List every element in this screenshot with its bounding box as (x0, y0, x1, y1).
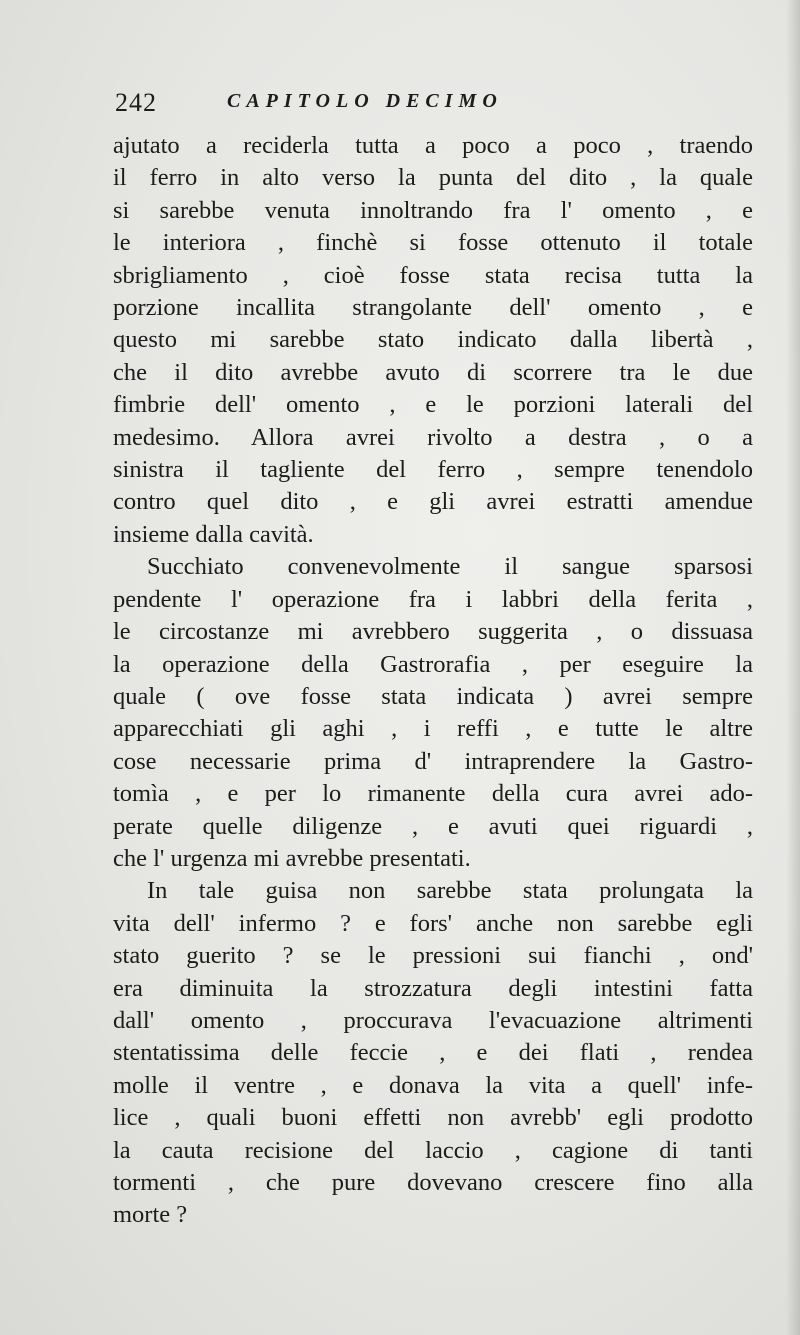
page-header (115, 88, 675, 120)
text-line: morte ? (113, 1201, 188, 1229)
page-edge-shadow (786, 0, 800, 1335)
text-line: pendente l' operazione fra i labbri della ferita , (113, 585, 753, 613)
text-line: molle il ventre , e donava la vita a quell' infe- (113, 1071, 753, 1099)
text-line: stentatissima delle feccie , e dei flati , rendea (113, 1039, 753, 1067)
text-line: medesimo. Allora avrei rivolto a destra , o a (113, 423, 753, 451)
text-line: sbrigliamento , cioè fosse stata recisa tutta la (113, 261, 753, 289)
text-line: stato guerito ? se le pressioni sui fianchi , ond' (113, 942, 753, 970)
text-line: il ferro in alto verso la punta del dito , la quale (113, 164, 753, 192)
text-line: le circostanze mi avrebbero suggerita , o dissuasa (113, 618, 753, 646)
text-line: la operazione della Gastrorafia , per eseguire la (113, 650, 753, 678)
text-line: insieme dalla cavità. (113, 520, 314, 548)
text-line: apparecchiati gli aghi , i reffi , e tutte le altre (113, 715, 753, 743)
text-line: perate quelle diligenze , e avuti quei riguardi , (113, 812, 753, 840)
text-line: che il dito avrebbe avuto di scorrere tra le due (113, 358, 753, 386)
text-line: la cauta recisione del laccio , cagione di tanti (113, 1136, 753, 1164)
paragraph (113, 551, 753, 875)
running-head: CAPITOLO DECIMO (227, 90, 503, 112)
text-line: si sarebbe venuta innoltrando fra l' omento , e (113, 196, 753, 224)
text-line: cose necessarie prima d' intraprendere la Gastro- (113, 747, 753, 775)
text-line: tormenti , che pure dovevano crescere fino alla (113, 1169, 753, 1196)
text-line: questo mi sarebbe stato indicato dalla libertà , (113, 326, 753, 354)
text-line: vita dell' infermo ? e fors' anche non sarebbe egli (113, 909, 753, 937)
text-line: Succhiato convenevolmente il sangue sparsosi (147, 553, 753, 581)
text-line: tomìa , e per lo rimanente della cura avrei ado- (113, 780, 753, 808)
text-line: dall' omento , proccurava l'evacuazione altrimenti (113, 1006, 753, 1034)
text-line: porzione incallita strangolante dell' omento , e (113, 294, 753, 322)
text-line: sinistra il tagliente del ferro , sempre tenendolo (113, 456, 753, 484)
paragraph (113, 130, 753, 551)
text-line: lice , quali buoni effetti non avrebb' egli prodotto (113, 1104, 753, 1132)
text-line: contro quel dito , e gli avrei estratti amendue (113, 488, 753, 516)
body-text (113, 130, 753, 1232)
text-line: In tale guisa non sarebbe stata prolungata la (147, 877, 753, 905)
text-line: era diminuita la strozzatura degli intestini fatta (113, 974, 753, 1002)
text-line: ajutato a reciderla tutta a poco a poco , traendo (113, 132, 753, 159)
text-line: quale ( ove fosse stata indicata ) avrei sempre (113, 682, 753, 710)
text-line: che l' urgenza mi avrebbe presentati. (113, 844, 471, 872)
text-line: le interiora , finchè si fosse ottenuto il totale (113, 229, 753, 257)
text-line: fimbrie dell' omento , e le porzioni laterali del (113, 391, 753, 419)
paragraph (113, 875, 753, 1231)
page-number: 242 (115, 88, 157, 117)
